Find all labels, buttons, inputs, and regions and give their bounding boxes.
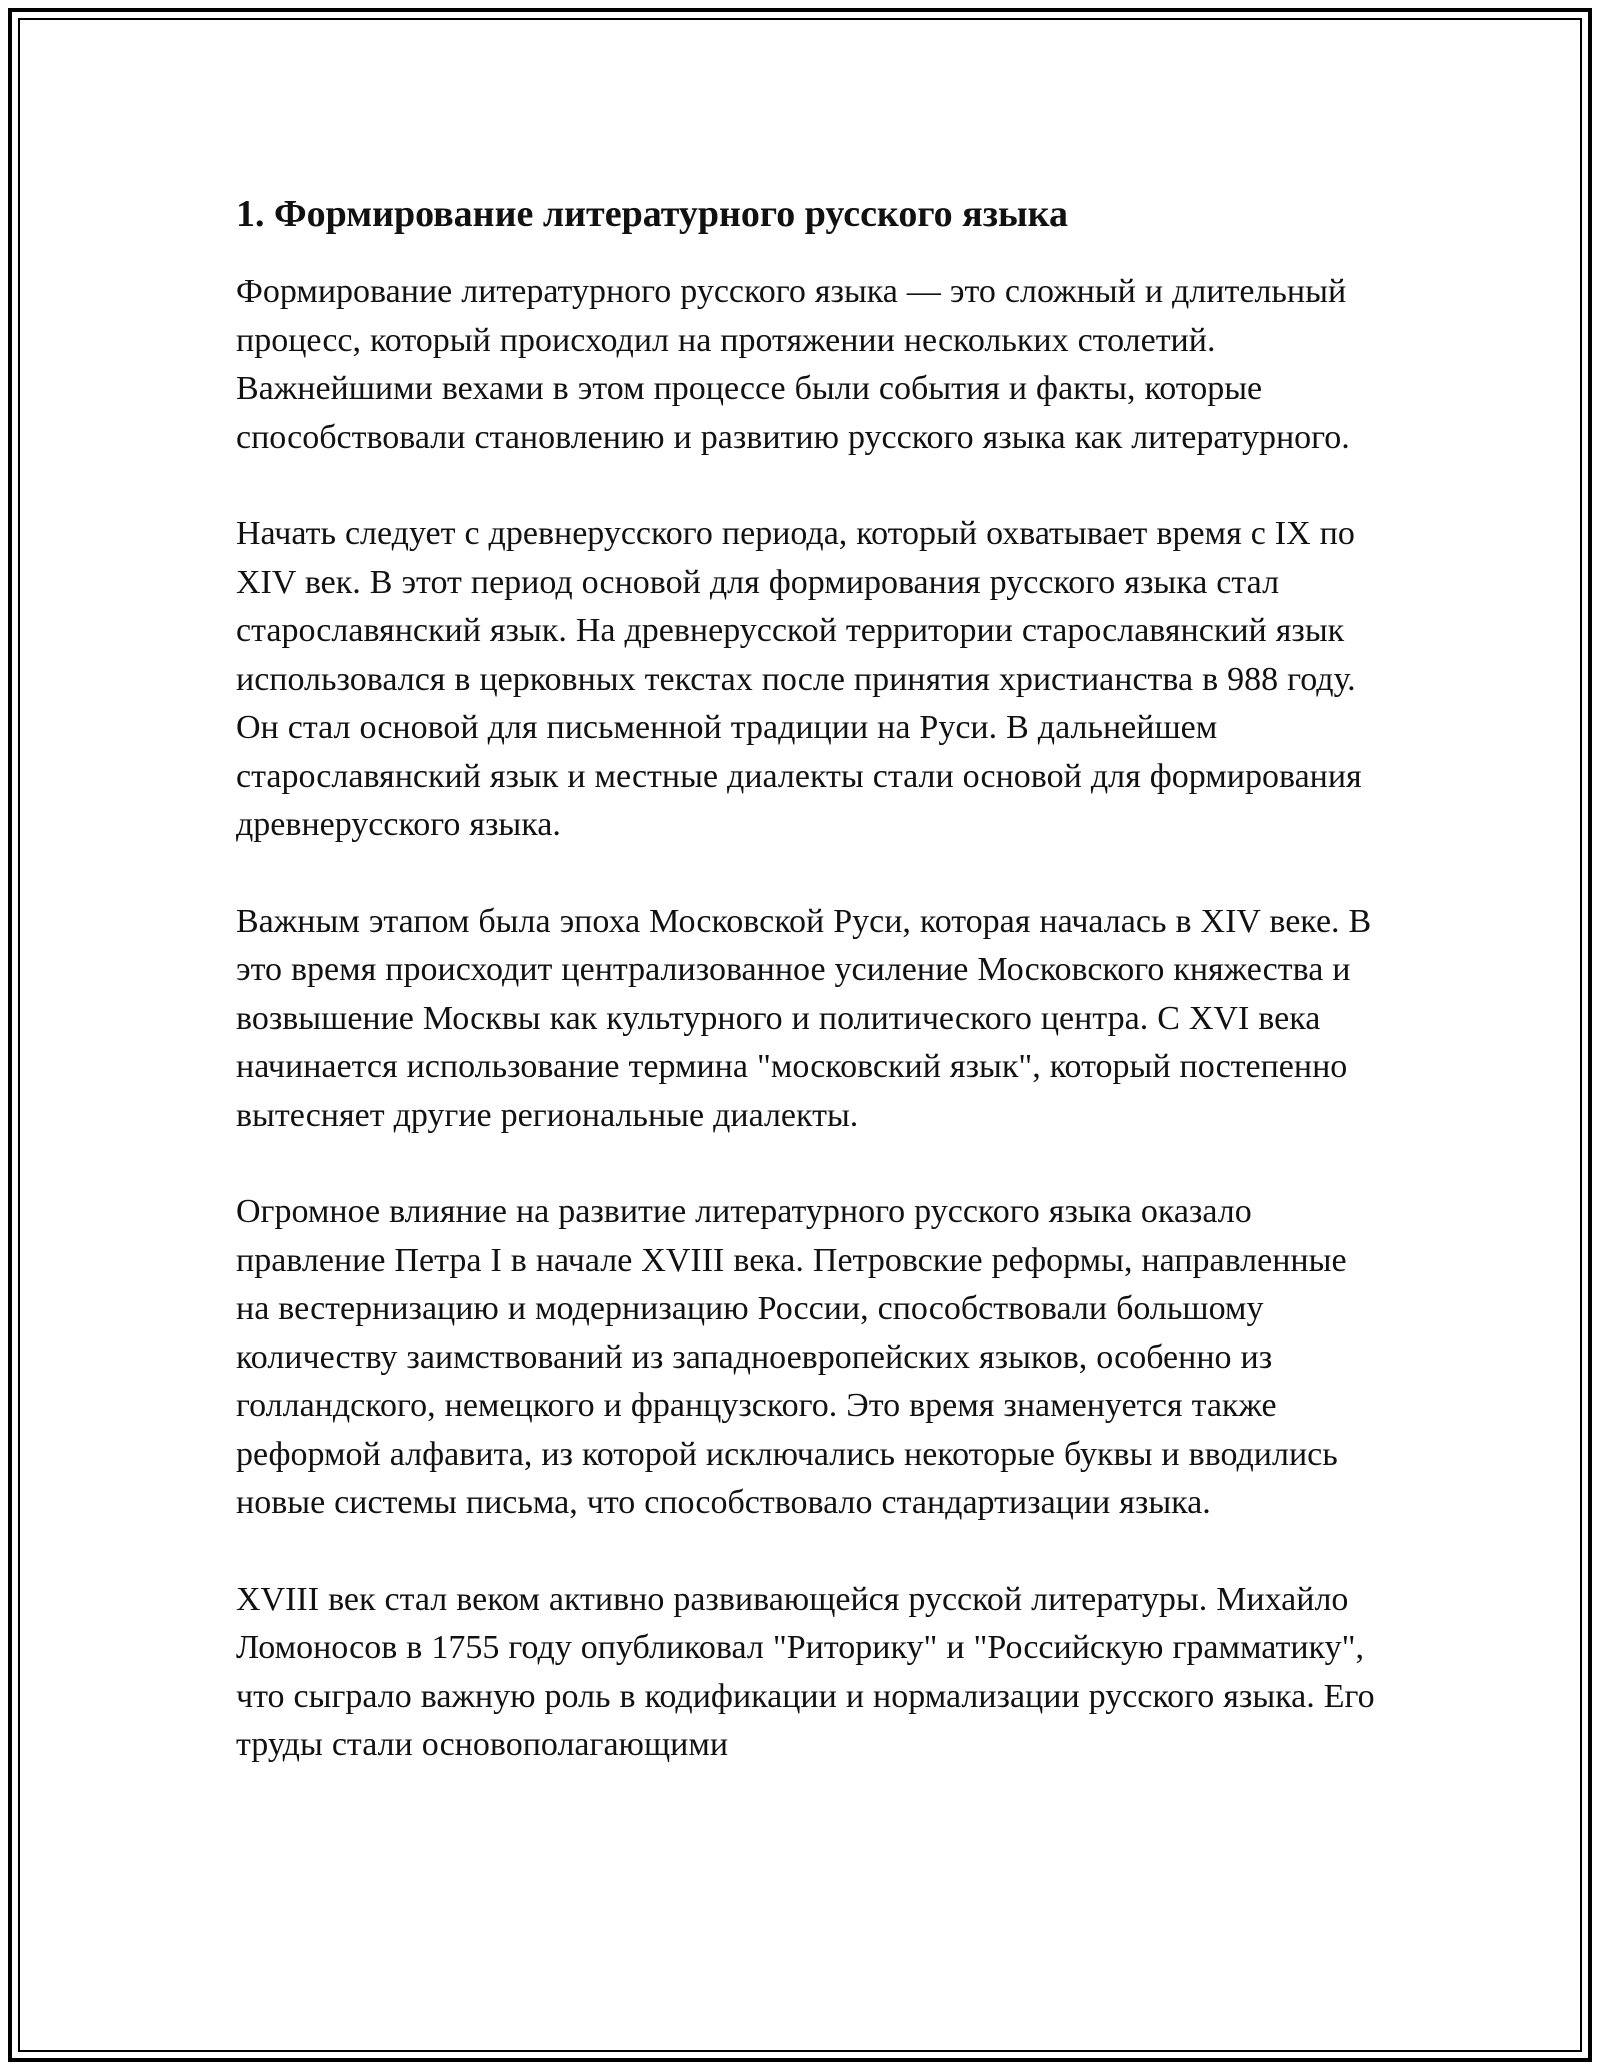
paragraph-eighteenth-century: XVIII век стал веком активно развивающейся русской литературы. Михайло Ломоносов в 1755 году опубликовал "Риторику" и "Российскую грамматику", что сыграло важную роль в кодификации и нормализации русского языка. Его труды стали основополагающими <box>236 1580 1375 1763</box>
paragraph-peter-the-great: Огромное влияние на развитие литературного русского языка оказало правление Петра I в начале XVIII века. Петровские реформы, направленные на вестернизацию и модернизацию России, способствовали большому количеству заимствований из западноевропейских языков, особенно из голландского, немецкого и французского. Это время знаменуется также реформой алфавита, из которой исключались некоторые буквы и вводились новые системы письма, что способствовало стандартизации языка. <box>236 1193 1347 1521</box>
document-page <box>236 186 1376 1818</box>
section-heading: 1. Формирование литературного русского языка <box>236 193 1068 235</box>
paragraph-intro: Формирование литературного русского языка — это сложный и длительный процесс, который происходил на протяжении нескольких столетий. Важнейшими вехами в этом процессе были события и факты, которые способствовали становлению и развитию русского языка как литературного. <box>236 273 1350 456</box>
paragraph-old-russian-period: Начать следует с древнерусского периода, который охватывает время с IX по XIV век. В этот период основой для формирования русского языка стал старославянский язык. На древнерусской территории старославянский язык использовался в церковных текстах после принятия христианства в 988 году. Он стал основой для письменной традиции на Руси. В дальнейшем старославянский язык и местные диалекты стали основой для формирования древнерусского языка. <box>236 515 1362 843</box>
paragraph-muscovite-rus: Важным этапом была эпоха Московской Руси, которая началась в XIV веке. В это время происходит централизованное усиление Московского княжества и возвышение Москвы как культурного и политического центра. С XVI века начинается использование термина "московский язык", который постепенно вытесняет другие региональные диалекты. <box>236 902 1372 1134</box>
